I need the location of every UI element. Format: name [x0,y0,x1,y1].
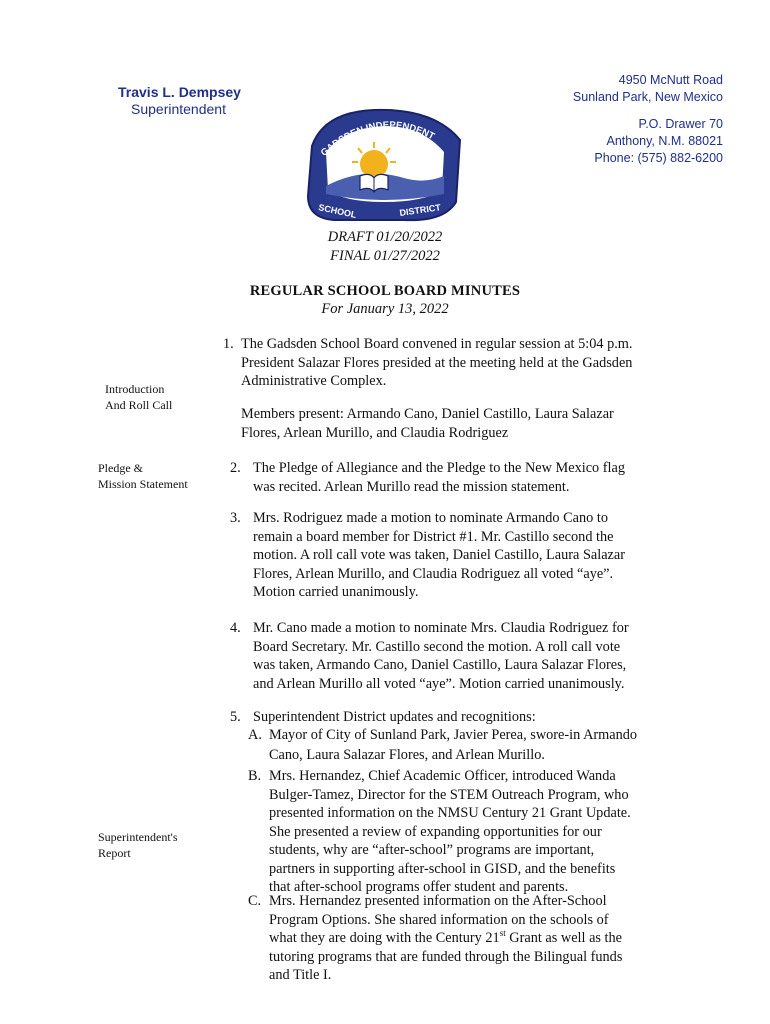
item-3-text [253,509,625,602]
page-title: REGULAR SCHOOL BOARD MINUTES [249,283,521,299]
text-line: was taken, Armando Cano, Daniel Castillo, Laura Salazar Flores, [253,657,627,673]
subitem-c-text [269,892,622,985]
superintendent-name: Travis L. Dempsey [118,84,241,100]
item-1-text [241,335,633,391]
superintendent-title: Superintendent [131,101,226,117]
item-number: 3. [230,510,241,526]
text-line: Program Options. She shared information on the schools of [269,911,609,928]
mail-po: P.O. Drawer 70 [638,117,723,131]
mailing-address [594,116,723,167]
text-line: Members present: Armando Cano, Daniel Castillo, Laura Salazar [241,406,614,422]
text-line: tutoring programs that are funded through the Bilingual funds [269,948,623,965]
mail-city: Anthony, N.M. 88021 [606,134,723,148]
text-line: President Salazar Flores presided at the meeting held at the Gadsden [241,354,633,371]
text-line: that after-school programs offer student and parents. [269,879,569,895]
subitem-letter: B. [248,768,262,784]
side-label-line: And Roll Call [105,398,173,412]
subitem-letter: A. [248,727,262,743]
address-street: 4950 McNutt Road [618,73,723,87]
text-line: Mr. Cano made a motion to nominate Mrs. Claudia Rodriguez for [253,620,629,636]
text-line: and Title I. [269,967,332,983]
text-line: The Gadsden School Board convened in regular session at 5:04 p.m. [241,336,633,352]
item-number: 2. [230,460,241,476]
item-number: 1. [223,336,234,352]
text-line: Flores, Arlean Murillo, and Claudia Rodriguez all voted “aye”. [253,565,614,582]
text-line: students, why are “after-school” programs are important, [269,842,595,858]
members-present [241,405,614,442]
text-line: She presented a review of expanding opportunities for our [269,823,602,840]
text-line: motion. A roll call vote was taken, Daniel Castillo, Laura Salazar [253,547,626,563]
item-number: 4. [230,620,241,636]
subitem-letter: C. [248,893,262,909]
text-line [269,929,622,948]
side-label-line: Mission Statement [98,477,188,491]
text-line: and Arlean Murillo all voted “aye”. Motion carried unanimously. [253,675,625,692]
side-label-line: Report [98,846,131,860]
text-line: Motion carried unanimously. [253,584,419,600]
side-label-introduction [105,381,172,413]
text-fragment: what they are doing with the Century 21 [269,930,500,946]
item-5-text: Superintendent District updates and recognitions: [253,709,536,725]
text-line: Mrs. Hernandez, Chief Academic Officer, introduced Wanda [269,768,616,784]
logo-school-text: SCHOOL [317,202,358,220]
text-line: was recited. Arlean Murillo read the mission statement. [253,478,570,495]
ordinal-suffix: st [499,928,506,939]
subitem-a-text [269,726,637,765]
text-line: Mrs. Rodriguez made a motion to nominate Armando Cano to [253,510,608,526]
logo-top-text: GADSDEN INDEPENDENT [318,119,437,159]
text-line: partners in supporting after-school in GISD, and the benefits [269,860,616,877]
meeting-date: For January 13, 2022 [321,301,449,317]
draft-date: DRAFT 01/20/2022 [327,229,443,245]
side-label-line: Pledge & [98,461,143,475]
text-line: Cano, Laura Salazar Flores, and Arlean Murillo. [269,746,545,763]
item-number: 5. [230,709,241,725]
item-4-text [253,619,629,693]
side-label-superintendent-report [98,829,177,861]
text-line: Flores, Arlean Murillo, and Claudia Rodriguez [241,424,509,441]
text-line: Mayor of City of Sunland Park, Javier Perea, swore-in Armando [269,727,638,743]
logo-district-text: DISTRICT [398,202,442,218]
side-label-line: Introduction [105,382,165,396]
final-date: FINAL 01/27/2022 [330,248,440,264]
address-city: Sunland Park, New Mexico [572,90,723,104]
subitem-b-text [269,767,631,897]
district-logo [304,106,466,224]
text-line: Mrs. Hernandez presented information on the After-School [269,893,607,909]
text-line: The Pledge of Allegiance and the Pledge to the New Mexico flag [253,460,625,476]
text-fragment: Grant as well as the [505,930,623,946]
item-2-text [253,459,625,496]
side-label-pledge [98,460,188,492]
text-line: Administrative Complex. [241,373,387,389]
side-label-line: Superintendent's [98,830,178,844]
text-line: Bulger-Tamez, Director for the STEM Outreach Program, who [269,786,629,803]
text-line: remain a board member for District #1. Mr. Castillo second the [253,528,614,545]
district-address [573,72,723,106]
text-line: Board Secretary. Mr. Castillo second the motion. A roll call vote [253,638,621,655]
text-line: presented information on the NMSU Century 21 Grant Update. [269,805,631,821]
phone-number: Phone: (575) 882-6200 [594,151,723,165]
